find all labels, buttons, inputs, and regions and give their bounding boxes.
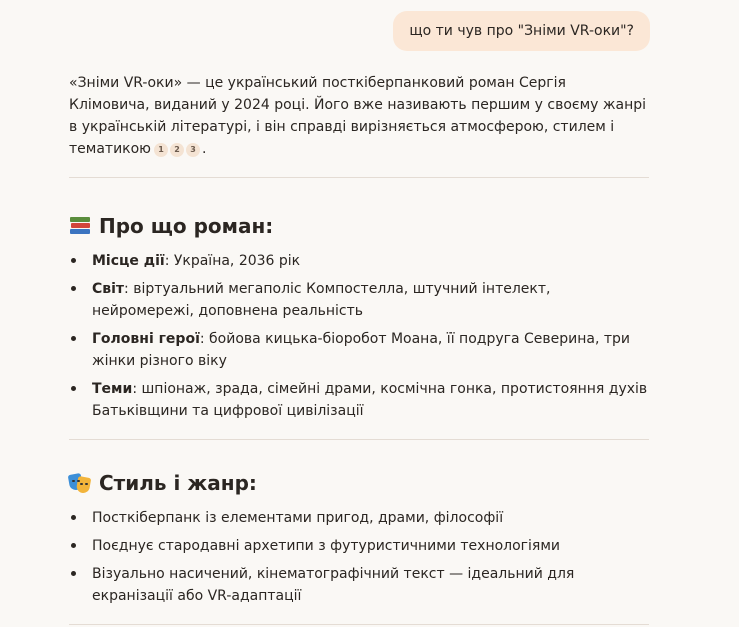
list-item: Посткіберпанк із елементами пригод, драми, філософії	[92, 507, 649, 529]
section-style-list	[69, 507, 649, 607]
list-item	[92, 378, 649, 422]
list-item: Візуально насичений, кінематографічний текст — ідеальний для екранізації або VR-адаптації	[92, 563, 649, 607]
section-about-title	[69, 214, 649, 238]
item-label: Місце дії	[92, 253, 165, 269]
citation-2[interactable]: 2	[170, 143, 184, 157]
books-icon	[69, 215, 91, 237]
section-about-title-text: Про що роман:	[99, 214, 274, 238]
assistant-answer	[69, 72, 649, 625]
section-style-title-text: Стиль і жанр:	[99, 471, 257, 495]
section-about-list	[69, 250, 649, 422]
theater-masks-icon	[69, 472, 91, 494]
divider	[69, 439, 649, 440]
list-item	[92, 250, 649, 272]
item-text: : шпіонаж, зрада, сімейні драми, космічна гонка, протистояння духів Батьківщини та цифрової цивілізації	[92, 381, 648, 419]
item-label: Головні герої	[92, 331, 200, 347]
section-style-title	[69, 471, 649, 495]
list-item: Поєднує стародавні архетипи з футуристичними технологіями	[92, 535, 649, 557]
intro-end: .	[201, 141, 207, 157]
item-text: : віртуальний мегаполіс Компостелла, штучний інтелект, нейромережі, доповнена реальність	[92, 281, 551, 319]
item-label: Світ	[92, 281, 125, 297]
intro-paragraph	[69, 72, 649, 160]
intro-text: «Зніми VR-оки» — це український посткіберпанковий роман Сергія Клімовича, виданий у 2024 році. Його вже називають першим у своєму жанрі в українській літературі, і він справді вирізняється атмосферою, стилем і тематикою	[69, 75, 647, 157]
user-message-bubble: що ти чув про "Зніми VR-оки"?	[393, 11, 650, 51]
item-text: : бойова кицька-біоробот Моана, її подруга Северина, три жінки різного віку	[92, 331, 631, 369]
list-item	[92, 328, 649, 372]
divider	[69, 624, 649, 625]
divider	[69, 177, 649, 178]
citation-3[interactable]: 3	[186, 143, 200, 157]
citation-1[interactable]: 1	[154, 143, 168, 157]
list-item	[92, 278, 649, 322]
item-label: Теми	[92, 381, 133, 397]
citation-group	[154, 138, 202, 160]
item-text: : Україна, 2036 рік	[164, 253, 301, 269]
